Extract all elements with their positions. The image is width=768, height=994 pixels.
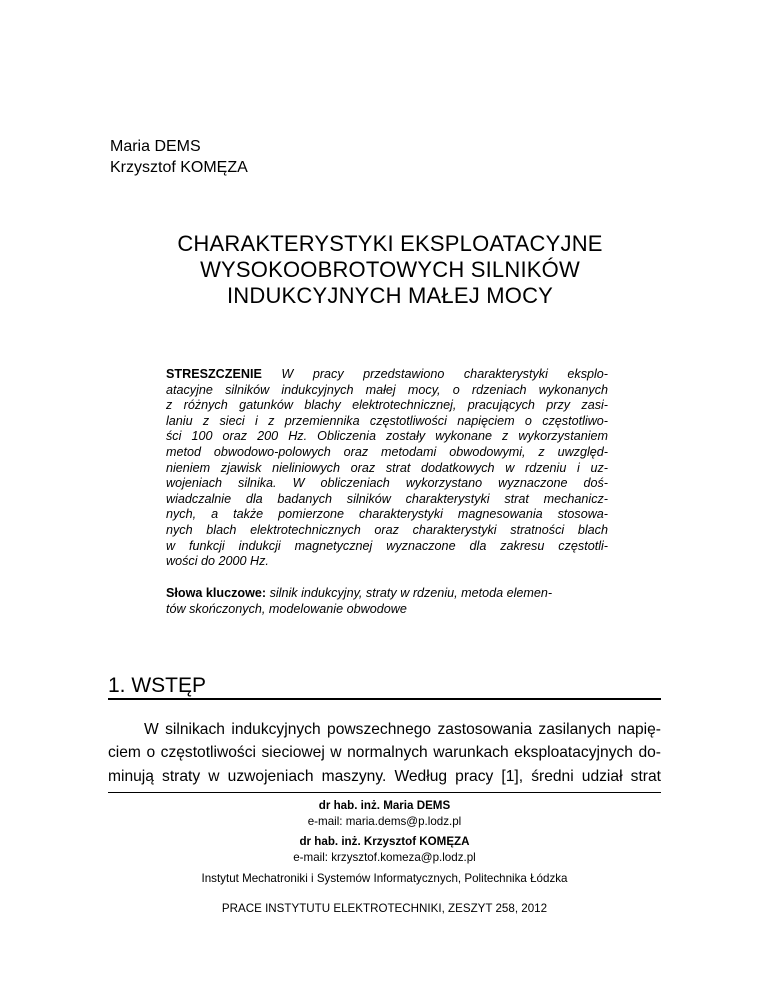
abstract-line: wojeniach silnika. W obliczeniach wykorzystano wyznaczone doś- <box>166 476 608 491</box>
footer-journal: PRACE INSTYTUTU ELEKTROTECHNIKI, ZESZYT 258, 2012 <box>221 902 548 915</box>
author-name: Maria DEMS <box>110 138 201 155</box>
footer-institute: Instytut Mechatroniki i Systemów Informatycznych, Politechnika Łódzka <box>201 872 568 885</box>
footer <box>108 798 661 917</box>
section-body <box>108 718 661 788</box>
abstract-line <box>166 367 608 383</box>
keywords <box>166 586 608 617</box>
keywords-label: Słowa kluczowe: <box>166 586 267 600</box>
title-line: WYSOKOOBROTOWYCH SILNIKÓW <box>200 257 580 282</box>
body-line: W silnikach indukcyjnych powszechnego zastosowania zasilanych napię- <box>144 721 661 738</box>
body-line: ciem o częstotliwości sieciowej w normalnych warunkach eksploatacyjnych do- <box>108 744 661 762</box>
abstract-line: wości do 2000 Hz. <box>166 554 269 569</box>
section-divider <box>108 698 661 700</box>
paper-title <box>150 231 630 309</box>
keywords-text: silnik indukcyjny, straty w rdzeniu, metoda elemen- <box>269 586 553 600</box>
abstract-line: wiadczalnie dla badanych silników charakterystyki strat mechanicz- <box>166 491 608 506</box>
section-heading: 1. WSTĘP <box>108 674 207 697</box>
abstract-line: z różnych gatunków blachy elektrotechnicznej, pracujących przy zasi- <box>166 398 608 413</box>
abstract-line: w funkcji indukcji magnetycznej wyznaczone dla zakresu częstotli- <box>166 538 608 553</box>
abstract-line: nieniem zjawisk nieliniowych oraz strat dodatkowych w rdzeniu i uz- <box>166 460 608 475</box>
body-line: minują straty w uzwojeniach maszyny. Według pracy [1], średni udział strat <box>108 767 661 785</box>
author-list <box>110 136 248 178</box>
title-line: CHARAKTERYSTYKI EKSPLOATACYJNE <box>177 231 603 256</box>
title-line: INDUKCYJNYCH MAŁEJ MOCY <box>226 283 554 308</box>
abstract-label: STRESZCZENIE <box>166 367 262 381</box>
abstract-line: ści 100 oraz 200 Hz. Obliczenia zostały wykonane z wykorzystaniem <box>166 429 608 444</box>
footer-author-name: dr hab. inż. Maria DEMS <box>318 799 451 812</box>
abstract-text: W pracy przedstawiono charakterystyki eksplo- <box>281 367 608 381</box>
abstract-line: laniu z sieci i z przemiennika częstotliwości napięciem o częstotliwo- <box>166 413 608 428</box>
footer-author-email: e-mail: krzysztof.komeza@p.lodz.pl <box>293 851 476 864</box>
author-name: Krzysztof KOMĘZA <box>110 159 248 176</box>
keywords-line: tów skończonych, modelowanie obwodowe <box>166 601 407 616</box>
abstract <box>166 367 608 570</box>
keywords-line <box>166 586 608 602</box>
abstract-line: nych, a także pomierzone charakterystyki magnesowania stosowa- <box>166 507 608 522</box>
abstract-line: metod obwodowo-polowych oraz metodami obwodowymi, z uwzględ- <box>166 444 608 459</box>
abstract-line: atacyjne silników indukcyjnych małej mocy, o rdzeniach wykonanych <box>166 382 608 397</box>
abstract-line: nych blach elektrotechnicznych oraz charakterystyki stratności blach <box>166 522 608 537</box>
footer-author-email: e-mail: maria.dems@p.lodz.pl <box>307 815 462 828</box>
footer-author-name: dr hab. inż. Krzysztof KOMĘZA <box>299 835 470 848</box>
footer-divider <box>108 792 661 793</box>
